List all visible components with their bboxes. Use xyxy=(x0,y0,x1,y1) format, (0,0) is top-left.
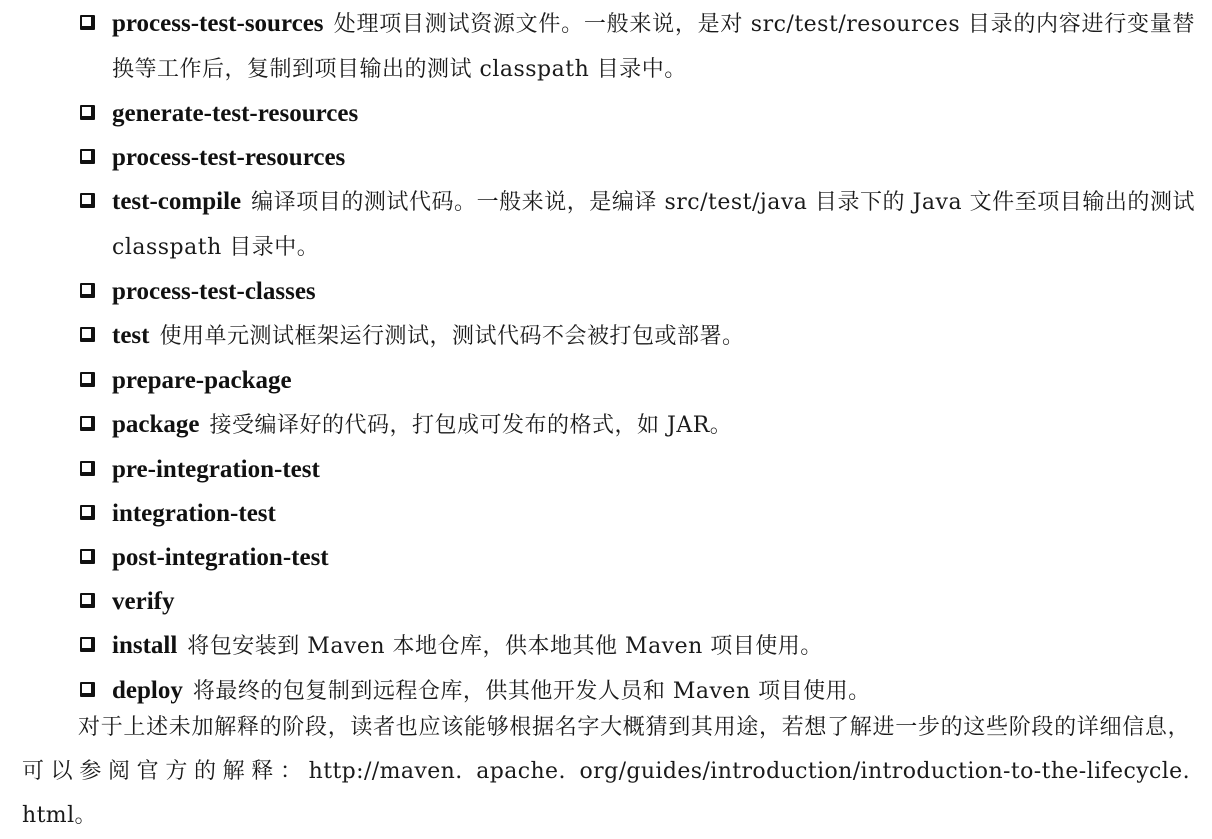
phase-name: generate-test-resources xyxy=(112,100,359,127)
checkbox-bullet-icon xyxy=(80,283,95,298)
checkbox-bullet-icon xyxy=(80,505,95,520)
checkbox-bullet-icon xyxy=(80,682,95,697)
phase-item xyxy=(80,536,1195,580)
phase-name: pre-integration-test xyxy=(112,456,320,483)
checkbox-bullet-icon xyxy=(80,372,95,387)
phase-name: post-integration-test xyxy=(112,544,329,571)
phase-description: 处理项目测试资源文件。一般来说，是对 src/test/resources 目录的内容进行变量替换等工作后，复制到项目输出的测试 classpath 目录中。 xyxy=(112,12,1195,82)
phase-item xyxy=(80,180,1195,270)
phase-item xyxy=(80,359,1195,403)
phase-item xyxy=(80,624,1195,669)
lifecycle-phase-list xyxy=(80,2,1195,714)
phase-name: deploy xyxy=(112,677,183,704)
phase-item xyxy=(80,92,1195,136)
phase-name: test-compile xyxy=(112,188,242,215)
checkbox-bullet-icon xyxy=(80,327,95,342)
checkbox-bullet-icon xyxy=(80,593,95,608)
phase-name: process-test-resources xyxy=(112,144,346,171)
phase-item xyxy=(80,2,1195,92)
phase-item xyxy=(80,448,1195,492)
checkbox-bullet-icon xyxy=(80,637,95,652)
closing-paragraph: 对于上述未加解释的阶段，读者也应该能够根据名字大概猜到其用途，若想了解进一步的这些阶段的详细信息，可以参阅官方的解释：http://maven. apache. org/guides/introduction/introduction-to-the-lifecycle. html。 xyxy=(22,715,1190,828)
phase-item xyxy=(80,136,1195,180)
checkbox-bullet-icon xyxy=(80,149,95,164)
phase-name: package xyxy=(112,411,200,438)
checkbox-bullet-icon xyxy=(80,105,95,120)
phase-name: verify xyxy=(112,588,175,615)
phase-description: 使用单元测试框架运行测试，测试代码不会被打包或部署。 xyxy=(159,324,745,349)
phase-description: 接受编译好的代码，打包成可发布的格式，如 JAR。 xyxy=(209,413,733,438)
phase-item xyxy=(80,403,1195,448)
phase-name: integration-test xyxy=(112,500,276,527)
phase-item xyxy=(80,492,1195,536)
phase-item xyxy=(80,270,1195,314)
phase-name: process-test-classes xyxy=(112,278,316,305)
checkbox-bullet-icon xyxy=(80,193,95,208)
phase-item xyxy=(80,580,1195,624)
phase-name: install xyxy=(112,632,178,659)
checkbox-bullet-icon xyxy=(80,461,95,476)
phase-name: test xyxy=(112,322,150,349)
phase-name: prepare-package xyxy=(112,367,292,394)
checkbox-bullet-icon xyxy=(80,416,95,431)
phase-description: 将包安装到 Maven 本地仓库，供本地其他 Maven 项目使用。 xyxy=(187,634,823,659)
phase-item xyxy=(80,314,1195,359)
phase-description: 编译项目的测试代码。一般来说，是编译 src/test/java 目录下的 Java 文件至项目输出的测试 classpath 目录中。 xyxy=(112,190,1195,260)
checkbox-bullet-icon xyxy=(80,15,95,30)
phase-description: 将最终的包复制到远程仓库，供其他开发人员和 Maven 项目使用。 xyxy=(192,679,871,704)
phase-name: process-test-sources xyxy=(112,10,324,37)
checkbox-bullet-icon xyxy=(80,549,95,564)
